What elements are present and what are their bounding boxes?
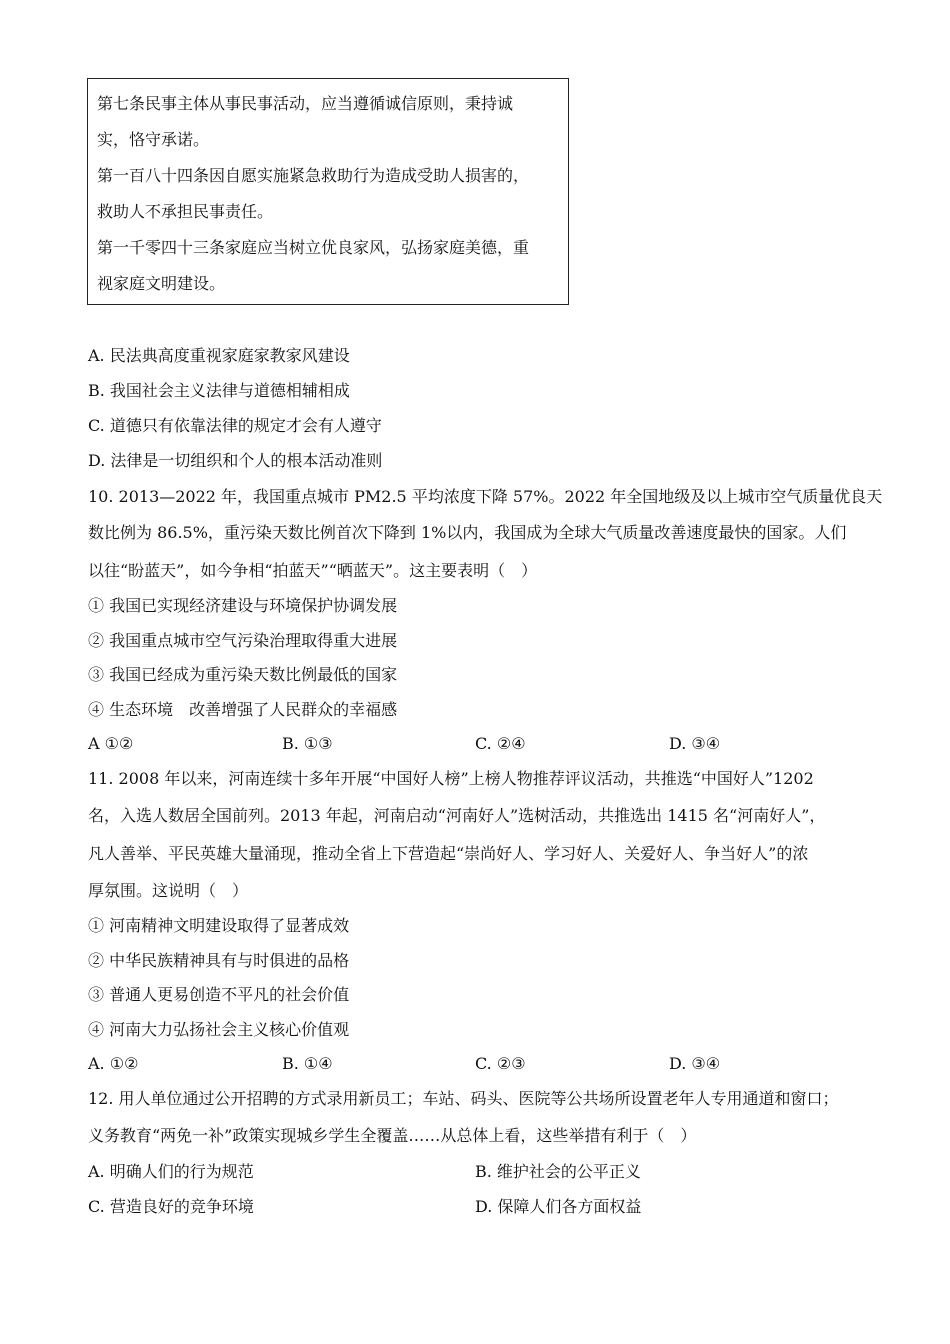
quote-line: 第一百八十四条因自愿实施紧急救助行为造成受助人损害的， [97, 166, 530, 185]
q12-stem-line: 义务教育“两免一补”政策实现城乡学生全覆盖……从总体上看，这些举措有利于（ ） [88, 1126, 697, 1145]
quote-line: 第一千零四十三条家庭应当树立优良家风，弘扬家庭美德，重 [97, 238, 530, 257]
quote-line: 视家庭文明建设。 [97, 274, 226, 293]
q11-item: ④ 河南大力弘扬社会主义核心价值观 [88, 1020, 350, 1039]
q9-option-c: C. 道德只有依靠法律的规定才会有人遵守 [88, 416, 382, 435]
q10-choice-c: C. ②④ [475, 734, 526, 753]
q11-item: ① 河南精神文明建设取得了显著成效 [88, 916, 350, 935]
q12-choice-c: C. 营造良好的竞争环境 [88, 1197, 254, 1216]
q10-choice-d: D. ③④ [669, 734, 721, 753]
q9-option-d: D. 法律是一切组织和个人的根本活动准则 [88, 451, 383, 470]
q11-item: ③ 普通人更易创造不平凡的社会价值 [88, 985, 350, 1004]
q12-stem-line: 12. 用人单位通过公开招聘的方式录用新员工；车站、码头、医院等公共场所设置老年人专用通道和窗口； [88, 1089, 839, 1108]
q12-choice-b: B. 维护社会的公平正义 [475, 1162, 641, 1181]
q10-choice-b: B. ①③ [282, 734, 333, 753]
q10-item: ④ 生态环境 改善增强了人民群众的幸福感 [88, 700, 398, 719]
q10-item: ② 我国重点城市空气污染治理取得重大进展 [88, 631, 398, 650]
q10-stem-line: 以往“盼蓝天”，如今争相“拍蓝天”“晒蓝天”。这主要表明（ ） [88, 561, 538, 580]
q10-choice-a: A ①② [88, 734, 134, 753]
q10-item: ① 我国已实现经济建设与环境保护协调发展 [88, 596, 398, 615]
q11-stem-line: 11. 2008 年以来，河南连续十多年开展“中国好人榜”上榜人物推荐评议活动，共推选“中国好人”1202 [88, 769, 814, 788]
q11-stem-line: 凡人善举、平民英雄大量涌现，推动全省上下营造起“崇尚好人、学习好人、关爱好人、争当好人”的浓 [88, 844, 809, 863]
q12-choice-a: A. 明确人们的行为规范 [88, 1162, 254, 1181]
q9-option-a: A. 民法典高度重视家庭家教家风建设 [88, 346, 350, 365]
q9-option-b: B. 我国社会主义法律与道德相辅相成 [88, 381, 350, 400]
q10-stem-line: 10. 2013—2022 年，我国重点城市 PM2.5 平均浓度下降 57%。2022 年全国地级及以上城市空气质量优良天 [88, 487, 883, 506]
q11-choice-b: B. ①④ [282, 1054, 333, 1073]
q12-choice-d: D. 保障人们各方面权益 [475, 1197, 642, 1216]
q11-stem-line: 厚氛围。这说明（ ） [88, 881, 249, 900]
quote-line: 实，恪守承诺。 [97, 130, 210, 149]
civil-code-quote-box [87, 78, 569, 305]
q10-stem-line: 数比例为 86.5%，重污染天数比例首次下降到 1%以内，我国成为全球大气质量改善速度最快的国家。人们 [88, 523, 847, 542]
q11-item: ② 中华民族精神具有与时俱进的品格 [88, 951, 350, 970]
q11-stem-line: 名，入选人数居全国前列。2013 年起，河南启动“河南好人”选树活动，共推选出 1415 名“河南好人”， [88, 806, 826, 825]
quote-line: 救助人不承担民事责任。 [97, 202, 274, 221]
quote-line: 第七条民事主体从事民事活动，应当遵循诚信原则，秉持诚 [97, 94, 514, 113]
q10-item: ③ 我国已经成为重污染天数比例最低的国家 [88, 665, 398, 684]
q11-choice-a: A. ①② [88, 1054, 139, 1073]
q11-choice-d: D. ③④ [669, 1054, 721, 1073]
q11-choice-c: C. ②③ [475, 1054, 526, 1073]
